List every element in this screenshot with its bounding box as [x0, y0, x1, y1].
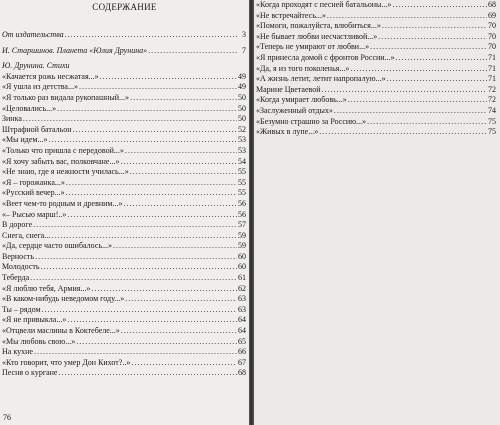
toc-entry-page: 71: [488, 52, 496, 62]
toc-entry: [2, 337, 246, 348]
toc-entry-title: Штрафной батальон: [2, 124, 72, 134]
toc-entry: [2, 252, 246, 263]
toc-dot-leader: [48, 135, 237, 146]
toc-entry-page: 52: [238, 124, 246, 134]
toc-entry: [2, 125, 246, 136]
toc-entry: [2, 104, 246, 115]
toc-entry-page: 56: [238, 198, 246, 208]
toc-entry-title: «Мы любовь свою...»: [2, 336, 76, 346]
toc-dot-leader: [33, 220, 237, 231]
toc-entry: [2, 241, 246, 252]
toc-dot-leader: [91, 284, 237, 295]
toc-entry-title: «Я – горожанка...»: [2, 177, 65, 187]
toc-dot-leader: [67, 315, 237, 326]
toc-dot-leader: [121, 326, 237, 337]
toc-entry: [2, 93, 246, 104]
toc-entry-title: «Когда проходят с песней батальоны...»: [256, 0, 392, 9]
toc-dot-leader: [51, 231, 237, 242]
toc-dot-leader: [76, 337, 237, 348]
toc-dot-leader: [125, 294, 237, 305]
toc-entry: [256, 95, 496, 106]
toc-entry-page: 59: [238, 241, 246, 251]
toc-entry-page: 59: [238, 230, 246, 240]
toc-entry-page: 50: [238, 92, 246, 102]
toc-entry-page: 65: [238, 336, 246, 346]
toc-entry: [256, 53, 496, 64]
toc-entry-page: 71: [488, 74, 496, 84]
toc-entry: [2, 284, 246, 295]
toc-entry-title: «Качается рожь несжатая...»: [2, 71, 99, 81]
toc-entry-title: «Безумно страшно за Россию...»: [256, 116, 367, 126]
toc-dot-leader: [396, 53, 487, 64]
toc-entry: [2, 188, 246, 199]
toc-title: СОДЕРЖАНИЕ: [92, 2, 157, 12]
toc-entry: [2, 210, 246, 221]
toc-dot-leader: [65, 30, 237, 41]
toc-dot-leader: [130, 93, 237, 104]
toc-entry-title: Молодость: [2, 262, 40, 272]
toc-entry: [2, 157, 246, 168]
toc-entry: [256, 85, 496, 96]
toc-dot-leader: [100, 72, 237, 83]
toc-entry-title: «Не знаю, где я нежности училась...»: [2, 167, 129, 177]
toc-dot-leader: [387, 74, 487, 85]
toc-entry-title: Зинка: [2, 114, 22, 124]
toc-entry: [2, 326, 246, 337]
toc-entry: [2, 146, 246, 157]
toc-entry-title: «Веет чем-то родным и древним...»: [2, 198, 123, 208]
toc-entry-page: 55: [238, 177, 246, 187]
toc-dot-leader: [34, 347, 237, 358]
toc-entry-page: 72: [488, 84, 496, 94]
toc-entry: [2, 294, 246, 305]
toc-entry-title: Теберда: [2, 273, 30, 283]
page-number: 76: [3, 413, 11, 422]
toc-entry-page: 61: [238, 273, 246, 283]
toc-dot-leader: [125, 146, 237, 157]
toc-entry: [256, 32, 496, 43]
toc-entry: [256, 117, 496, 128]
toc-entry-title: «Заслуженный отдых»: [256, 105, 333, 115]
toc-entry: [2, 30, 246, 41]
toc-entry: [2, 82, 246, 93]
toc-dot-leader: [41, 262, 237, 273]
toc-dot-leader: [322, 85, 487, 96]
toc-entry-page: 3: [242, 30, 246, 39]
toc-entry: [2, 61, 246, 72]
toc-entry: [256, 106, 496, 117]
toc-entry-title: «А жизнь летит, летит напропалую...»: [256, 74, 386, 84]
toc-dot-leader: [79, 82, 237, 93]
toc-entry: [2, 305, 246, 316]
toc-entry-title: «В каком-нибудь неведомом году...»: [2, 294, 125, 304]
toc-entry-page: 50: [238, 103, 246, 113]
toc-entry-title: «Целовались...»: [2, 103, 57, 113]
toc-entry-page: 69: [488, 10, 496, 20]
toc-entry-title: «Когда умирает любовь...»: [256, 95, 347, 105]
toc-entry-title: И. Старшинов. Планета «Юлия Друнина»: [2, 45, 148, 55]
toc-entry-title: «Я хочу забыть вас, полковчане...»: [2, 156, 120, 166]
toc-entry-page: 63: [238, 304, 246, 314]
toc-entry-title: «Я не привыкла...»: [2, 315, 67, 325]
toc-entry-page: 53: [238, 135, 246, 145]
toc-entry: [256, 11, 496, 22]
toc-entry-page: 64: [238, 326, 246, 336]
toc-entry: [2, 135, 246, 146]
toc-dot-leader: [370, 42, 487, 53]
toc-entry: [256, 0, 496, 11]
toc-dot-leader: [350, 64, 487, 75]
toc-entry-title: На кухне: [2, 347, 33, 357]
toc-entry-page: 70: [488, 21, 496, 31]
toc-entry: [256, 42, 496, 53]
toc-entry-page: 75: [488, 116, 496, 126]
toc-entry-title: «Да, сердце часто ошибалось...»: [2, 241, 113, 251]
toc-dot-leader: [148, 46, 237, 57]
toc-dot-leader: [113, 241, 237, 252]
toc-entry: [2, 273, 246, 284]
toc-dot-leader: [42, 305, 237, 316]
toc-entry: [2, 315, 246, 326]
toc-entry: [256, 127, 496, 138]
toc-entry-title: В дороге: [2, 220, 33, 230]
toc-entry: [2, 358, 246, 369]
toc-entry: [2, 72, 246, 83]
toc-entry-title: «Да, я из того поколенья...»: [256, 63, 350, 73]
toc-dot-leader: [367, 117, 487, 128]
toc-list-right: [256, 0, 496, 138]
toc-entry: [2, 231, 246, 242]
toc-entry: [2, 220, 246, 231]
toc-list-left: [2, 30, 246, 379]
toc-dot-leader: [348, 95, 487, 106]
toc-entry-title: «Помоги, пожалуйста, влюбиться...»: [256, 21, 381, 31]
toc-entry-title: «Не встречайтесь...»: [256, 10, 326, 20]
toc-entry-title: От издательства: [2, 30, 64, 39]
toc-entry-page: 68: [238, 368, 246, 378]
toc-entry-page: 54: [238, 156, 246, 166]
toc-entry-title: «Я только раз видала рукопашный...»: [2, 92, 130, 102]
toc-entry-title: «Только что пришла с передовой...»: [2, 145, 124, 155]
toc-entry-title: «Не бывает любви несчастливой...»: [256, 31, 378, 41]
toc-entry-page: 50: [238, 114, 246, 124]
toc-entry-page: 60: [238, 262, 246, 272]
toc-entry-title: «Русский вечер...»: [2, 188, 65, 198]
toc-entry: [2, 114, 246, 125]
toc-entry: [2, 368, 246, 379]
toc-entry-page: 63: [238, 294, 246, 304]
toc-entry-title: «Живых в лупе...»: [256, 127, 319, 137]
toc-dot-leader: [378, 32, 487, 43]
toc-entry-page: 64: [238, 315, 246, 325]
toc-entry-page: 66: [238, 347, 246, 357]
toc-entry: [2, 347, 246, 358]
toc-dot-leader: [57, 104, 237, 115]
toc-entry-title: Верность: [2, 251, 35, 261]
toc-entry-page: 49: [238, 82, 246, 92]
toc-dot-leader: [392, 0, 487, 11]
right-page: [254, 0, 500, 425]
toc-entry-page: 55: [238, 167, 246, 177]
toc-entry-title: «Я принесла домой с фронтов России...»: [256, 52, 395, 62]
toc-entry-page: 56: [238, 209, 246, 219]
toc-dot-leader: [30, 273, 237, 284]
toc-entry-page: 70: [488, 31, 496, 41]
toc-entry-page: 7: [242, 45, 246, 55]
toc-entry-page: 62: [238, 283, 246, 293]
toc-dot-leader: [124, 199, 238, 210]
toc-dot-leader: [67, 210, 237, 221]
toc-entry-page: 57: [238, 220, 246, 230]
toc-entry: [256, 21, 496, 32]
toc-entry: [256, 74, 496, 85]
toc-entry-page: 68: [488, 0, 496, 9]
toc-entry-title: Ю. Друнина. Стихи: [2, 61, 70, 71]
toc-entry-title: «Кто говорит, что умер Дон Кихот?..»: [2, 357, 131, 367]
toc-entry-title: «Теперь не умирают от любви...»: [256, 42, 370, 52]
toc-entry-title: «Я люблю тебя, Армия...»: [2, 283, 91, 293]
toc-entry: [2, 46, 246, 57]
toc-entry-page: 74: [488, 105, 496, 115]
toc-entry-page: 70: [488, 42, 496, 52]
toc-dot-leader: [35, 252, 237, 263]
toc-entry-page: 60: [238, 251, 246, 261]
toc-entry-title: Марине Цветаевой: [256, 84, 321, 94]
toc-entry-page: 53: [238, 145, 246, 155]
toc-entry: [2, 262, 246, 273]
left-page: [0, 0, 249, 425]
toc-entry: [256, 64, 496, 75]
toc-entry-title: «Мы идем...»: [2, 135, 48, 145]
toc-dot-leader: [73, 125, 237, 136]
toc-dot-leader: [131, 358, 237, 369]
toc-dot-leader: [66, 178, 237, 189]
toc-dot-leader: [130, 167, 237, 178]
toc-entry-page: 49: [238, 71, 246, 81]
toc-dot-leader: [382, 21, 487, 32]
toc-dot-leader: [327, 11, 487, 22]
toc-entry-page: 55: [238, 188, 246, 198]
toc-dot-leader: [319, 127, 487, 138]
toc-entry-title: Песня о кургане: [2, 368, 58, 378]
toc-entry-page: 71: [488, 63, 496, 73]
toc-entry-page: 75: [488, 127, 496, 137]
toc-entry-title: «– Рысью марш!..»: [2, 209, 67, 219]
toc-dot-leader: [58, 368, 237, 379]
toc-dot-leader: [334, 106, 487, 117]
toc-dot-leader: [23, 114, 237, 125]
toc-entry-title: «Отцвели маслины в Коктебеле...»: [2, 326, 120, 336]
toc-entry-page: 72: [488, 95, 496, 105]
toc-dot-leader: [66, 188, 237, 199]
toc-entry: [2, 167, 246, 178]
toc-entry-title: «Я ушла из детства...»: [2, 82, 78, 92]
toc-entry-page: 67: [238, 357, 246, 367]
toc-entry: [2, 178, 246, 189]
toc-entry-title: Снега, снега...: [2, 230, 51, 240]
toc-dot-leader: [120, 157, 237, 168]
toc-entry: [2, 199, 246, 210]
toc-entry-title: Ты – рядом: [2, 304, 41, 314]
